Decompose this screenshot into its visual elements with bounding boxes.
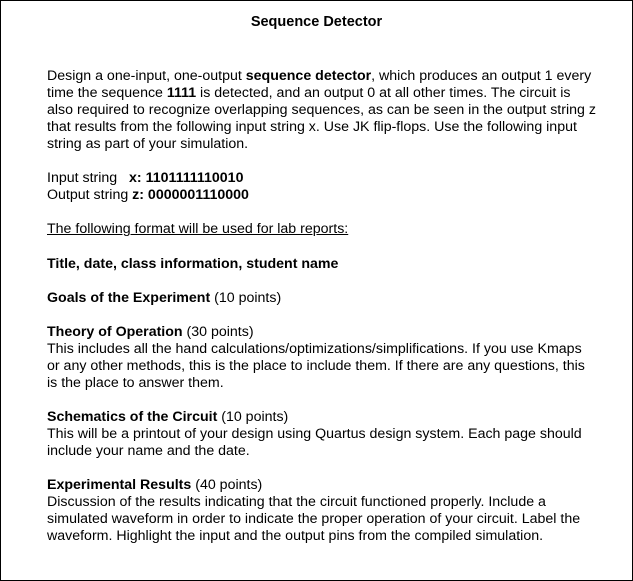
intro-text-1: Design a one-input, one-output bbox=[47, 68, 246, 84]
output-string-label: Output string bbox=[47, 187, 133, 203]
page-title: Sequence Detector bbox=[250, 14, 383, 30]
section-heading bbox=[47, 477, 597, 494]
output-string-line bbox=[47, 187, 597, 204]
section-title: Schematics of the Circuit bbox=[47, 409, 218, 425]
intro-text-2: , which produces an output 1 every time the sequence bbox=[47, 68, 592, 101]
intro-bold-2: 1111 bbox=[166, 85, 197, 101]
document-body bbox=[47, 68, 597, 562]
section-points: (40 points) bbox=[191, 477, 263, 493]
section-schematics bbox=[47, 409, 597, 460]
input-string-label: Input string bbox=[47, 170, 118, 186]
section-heading bbox=[47, 409, 597, 426]
section-heading bbox=[47, 324, 597, 341]
section-title: Experimental Results bbox=[47, 477, 192, 493]
section-results bbox=[47, 477, 597, 545]
io-strings bbox=[47, 170, 597, 204]
input-string-line bbox=[47, 170, 597, 187]
section-body: Discussion of the results indicating that the circuit functioned properly. Include a simulated waveform in order to indicate the proper operation of your circuit. Label the waveform. Highlight the input and the output pins from the compiled simulation. bbox=[47, 494, 581, 544]
section-points: (10 points) bbox=[210, 290, 282, 306]
section-body: This will be a printout of your design using Quartus design system. Each page should include your name and the date. bbox=[47, 426, 582, 459]
section-heading bbox=[47, 290, 597, 307]
section-body: This includes all the hand calculations/optimizations/simplifications. If you use Kmaps or any other methods, this is the place to include them. If there are any questions, this is the place to answer them. bbox=[47, 341, 585, 391]
section-title: Theory of Operation bbox=[47, 324, 183, 340]
section-title: Goals of the Experiment bbox=[47, 290, 211, 306]
section-goals bbox=[47, 290, 597, 307]
format-heading: The following format will be used for lab reports: bbox=[47, 221, 349, 237]
section-theory bbox=[47, 324, 597, 392]
section-points: (10 points) bbox=[217, 409, 289, 425]
output-string-value: z: 0000001110000 bbox=[132, 187, 249, 203]
section-points: (30 points) bbox=[182, 324, 254, 340]
report-title-line: Title, date, class information, student name bbox=[47, 256, 339, 272]
intro-paragraph bbox=[47, 68, 597, 153]
intro-bold-1: sequence detector bbox=[245, 68, 372, 84]
intro-text-3: is detected, and an output 0 at all other times. The circuit is also required to recognize overlapping sequences, as can be seen in the output string z that results from the following input string x. Use JK flip-flops. Use the following input string as part of your simulation. bbox=[47, 85, 596, 152]
input-string-value: x: 1101111110010 bbox=[129, 170, 244, 186]
